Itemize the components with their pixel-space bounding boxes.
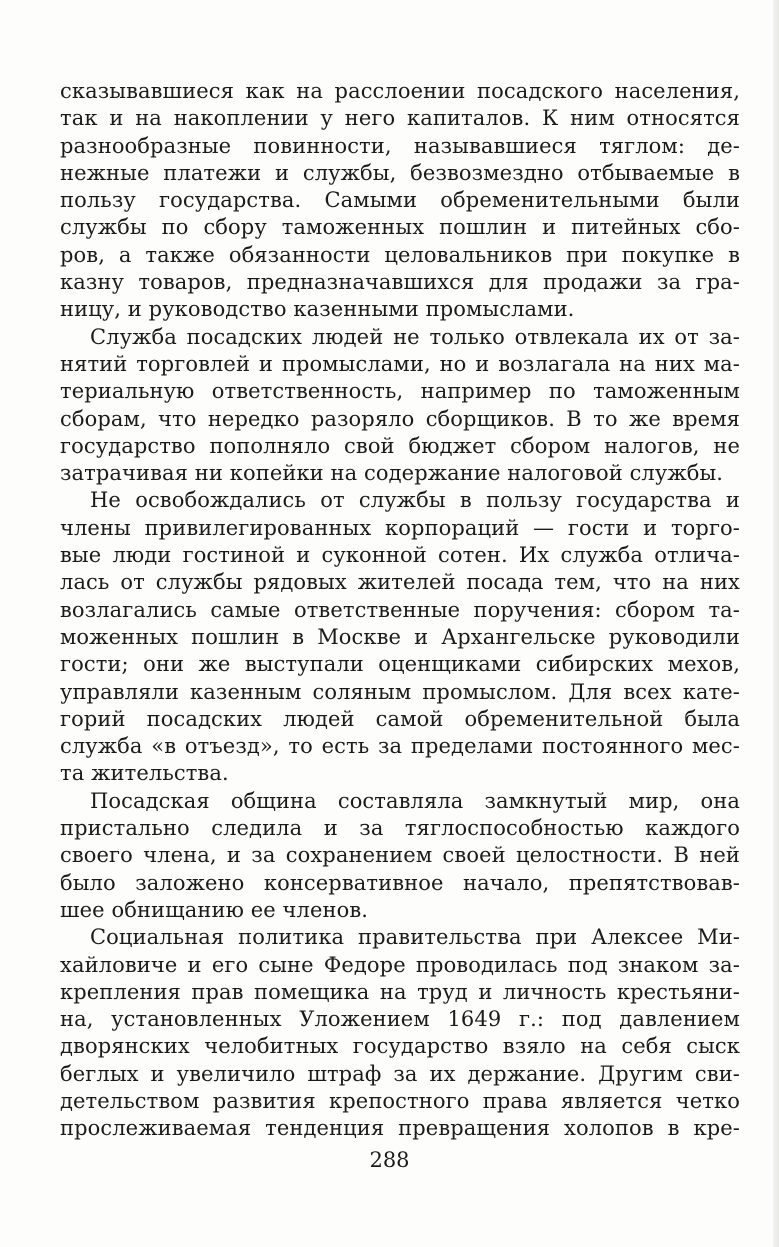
- text-line: Посадская община составляла замкнутый мир, она: [90, 788, 740, 813]
- text-line: возлагались самые ответственные поручения: сбором та-: [60, 597, 740, 622]
- text-line: своего члена, и за сохранением своей целостности. В ней: [60, 843, 740, 868]
- text-line: сборам, что нередко разоряло сборщиков. В то же время: [60, 406, 740, 431]
- text-line: разнообразные повинности, называвшиеся тяглом: де-: [60, 133, 740, 158]
- text-line: горий посадских людей самой обременительной была: [60, 706, 740, 731]
- text-line: дворянских челобитных государство взяло на себя сыск: [60, 1034, 740, 1059]
- paragraph: [60, 78, 740, 324]
- text-line: териальную ответственность, например по таможенным: [60, 379, 740, 404]
- text-line: нятий торговлей и промыслами, но и возлагала на них ма-: [60, 351, 740, 376]
- text-line: лась от службы рядовых жителей посада тем, что на них: [60, 570, 740, 595]
- text-line: нежные платежи и службы, безвозмездно отбываемые в: [60, 160, 740, 185]
- text-line: Социальная политика правительства при Алексее Ми-: [90, 925, 740, 950]
- page-edge-shadow: [773, 0, 779, 1247]
- text-line: та жительства.: [60, 761, 229, 786]
- text-line: Служба посадских людей не только отвлекала их от за-: [90, 324, 740, 349]
- text-line: сказывавшиеся как на расслоении посадского населения,: [60, 79, 740, 103]
- text-line: так и на накоплении у него капиталов. К ним относятся: [60, 106, 740, 131]
- text-line: было заложено консервативное начало, препятствовав-: [60, 870, 740, 895]
- text-line: затрачивая ни копейки на содержание налоговой службы.: [60, 461, 724, 486]
- text-line: Не освобождались от службы в пользу государства и: [90, 488, 740, 513]
- page-number: 288: [369, 1148, 410, 1172]
- text-line: вые люди гостиной и суконной сотен. Их служба отлича-: [60, 543, 740, 568]
- text-line: гости; они же выступали оценщиками сибирских мехов,: [60, 652, 740, 677]
- body-text: [60, 78, 740, 1143]
- text-line: службы по сбору таможенных пошлин и питейных сбо-: [60, 215, 740, 240]
- paragraph: [60, 788, 740, 924]
- text-line: члены привилегированных корпораций — гости и торго-: [60, 515, 740, 540]
- text-line: шее обнищанию ее членов.: [60, 897, 369, 922]
- text-line: государство пополняло свой бюджет сбором налогов, не: [60, 433, 740, 458]
- paragraph: [60, 324, 740, 488]
- text-line: крепления прав помещика на труд и личность крестьяни-: [60, 979, 740, 1004]
- text-line: ров, а также обязанности целовальников при покупке в: [60, 242, 740, 267]
- text-line: беглых и увеличило штраф за их держание. Другим сви-: [60, 1061, 740, 1086]
- text-line: на, установленных Уложением 1649 г.: под давлением: [60, 1007, 740, 1032]
- paragraph: [60, 924, 740, 1142]
- paragraph: [60, 487, 740, 787]
- text-line: прослеживаемая тенденция превращения холопов в кре-: [60, 1116, 740, 1141]
- text-line: ницу, и руководство казенными промыслами.: [60, 297, 575, 322]
- text-line: пользу государства. Самыми обременительными были: [60, 188, 740, 213]
- text-line: управляли казенным соляным промыслом. Для всех кате-: [60, 679, 740, 704]
- text-line: служба «в отъезд», то есть за пределами постоянного мес-: [60, 734, 740, 759]
- text-line: детельством развития крепостного права является четко: [60, 1088, 740, 1113]
- text-line: хайловиче и его сыне Федоре проводилась под знаком за-: [60, 952, 740, 977]
- text-line: казну товаров, предназначавшихся для продажи за гра-: [60, 270, 740, 295]
- text-line: моженных пошлин в Москве и Архангельске руководили: [60, 624, 740, 649]
- text-line: пристально следила и за тяглоспособностью каждого: [60, 816, 740, 841]
